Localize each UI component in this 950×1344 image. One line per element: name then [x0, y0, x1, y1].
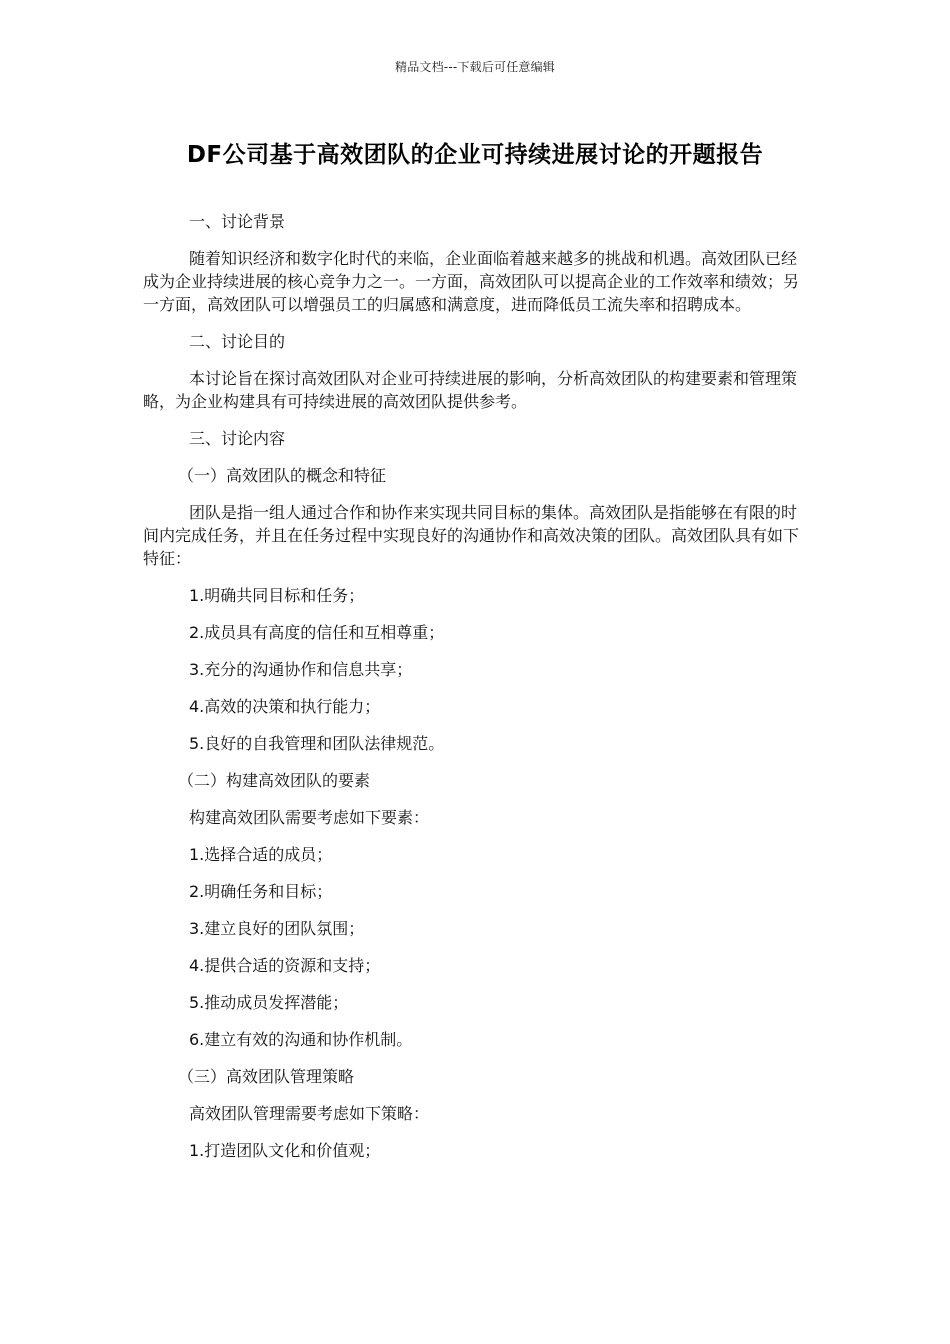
list-item-feature-5: 5.良好的自我管理和团队法律规范。: [189, 734, 445, 753]
paragraph-strategy-intro: 高效团队管理需要考虑如下策略：: [189, 1104, 430, 1123]
subsection-heading-concept: （一）高效团队的概念和特征: [178, 466, 387, 485]
paragraph-purpose: 本讨论旨在探讨高效团队对企业可持续进展的影响，分析高效团队的构建要素和管理策略，为企业构建具有可持续进展的高效团队提供参考。: [143, 369, 798, 411]
list-item-element-4: 4.提供合适的资源和支持；: [189, 956, 381, 975]
list-item-feature-2: 2.成员具有高度的信任和互相尊重；: [189, 623, 445, 642]
list-item-feature-4: 4.高效的决策和执行能力；: [189, 697, 381, 716]
paragraph-elements-intro: 构建高效团队需要考虑如下要素：: [189, 808, 430, 827]
list-item-element-6: 6.建立有效的沟通和协作机制。: [189, 1030, 413, 1049]
document-body: [143, 210, 807, 1176]
subsection-heading-elements: （二）构建高效团队的要素: [178, 771, 371, 790]
list-item-feature-1: 1.明确共同目标和任务；: [189, 586, 365, 605]
paragraph-background: 随着知识经济和数字化时代的来临，企业面临着越来越多的挑战和机遇。高效团队已经成为企业持续进展的核心竞争力之一。一方面，高效团队可以提高企业的工作效率和绩效；另一方面，高效团队可以增强员工的归属感和满意度，进而降低员工流失率和招聘成本。: [143, 249, 800, 314]
subsection-heading-strategy: （三）高效团队管理策略: [178, 1067, 355, 1086]
list-item-element-3: 3.建立良好的团队氛围；: [189, 919, 365, 938]
list-item-feature-3: 3.充分的沟通协作和信息共享；: [189, 660, 413, 679]
section-heading-content: 三、讨论内容: [189, 429, 286, 448]
list-item-element-5: 5.推动成员发挥潜能；: [189, 993, 349, 1012]
list-item-strategy-1: 1.打造团队文化和价值观；: [189, 1141, 381, 1160]
paragraph-concept: 团队是指一组人通过合作和协作来实现共同目标的集体。高效团队是指能够在有限的时间内完成任务，并且在任务过程中实现良好的沟通协作和高效决策的团队。高效团队具有如下特征：: [143, 503, 800, 568]
list-item-element-1: 1.选择合适的成员；: [189, 845, 333, 864]
document-title: DF公司基于高效团队的企业可持续进展讨论的开题报告: [186, 142, 764, 168]
section-heading-background: 一、讨论背景: [189, 212, 286, 231]
header-note: 精品文档---下载后可任意编辑: [395, 60, 555, 74]
list-item-element-2: 2.明确任务和目标；: [189, 882, 333, 901]
section-heading-purpose: 二、讨论目的: [189, 332, 286, 351]
